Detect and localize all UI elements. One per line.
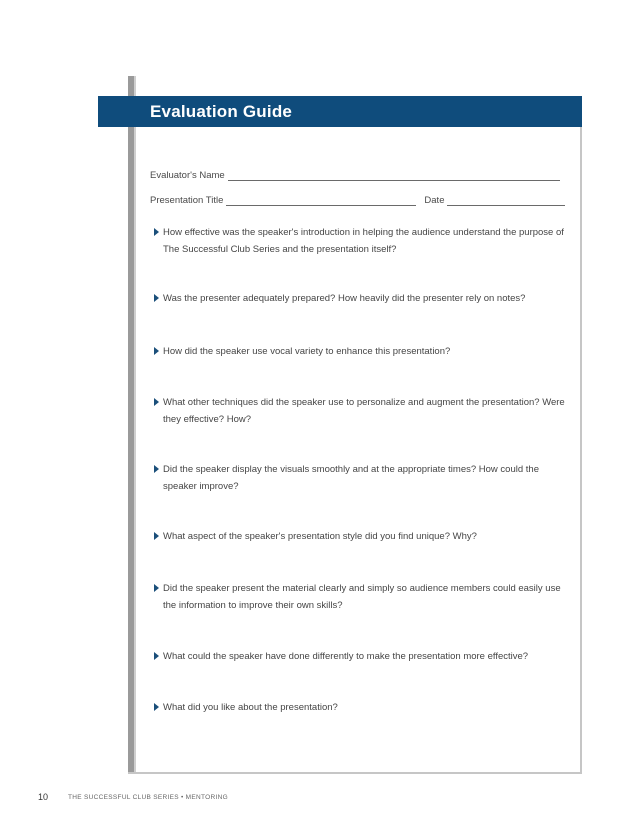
evaluator-name-field[interactable] <box>228 171 560 181</box>
title-banner <box>98 96 582 127</box>
triangle-bullet-icon <box>154 652 159 660</box>
question-text: How did the speaker use vocal variety to enhance this presentation? <box>163 346 451 357</box>
right-border-bar <box>580 124 582 774</box>
question-text: Did the speaker present the material clearly and simply so audience members could easily use the information to improve their own skills? <box>163 583 561 611</box>
presentation-title-field[interactable] <box>226 196 416 206</box>
presentation-title-label: Presentation Title <box>150 195 224 206</box>
question-text: What other techniques did the speaker use to personalize and augment the presentation? Were they effective? How? <box>163 397 565 425</box>
question-text: What did you like about the presentation? <box>163 702 338 713</box>
triangle-bullet-icon <box>154 347 159 355</box>
footer-text: THE SUCCESSFUL CLUB SERIES • MENTORING <box>68 793 228 801</box>
date-label: Date <box>424 195 445 206</box>
question-text: What aspect of the speaker's presentation style did you find unique? Why? <box>163 531 477 542</box>
page-footer <box>38 792 228 802</box>
evaluator-name-label: Evaluator's Name <box>150 170 225 181</box>
question-text: What could the speaker have done differently to make the presentation more effective? <box>163 651 529 662</box>
page-number: 10 <box>38 792 49 802</box>
triangle-bullet-icon <box>154 532 159 540</box>
question-text: Was the presenter adequately prepared? How heavily did the presenter rely on notes? <box>163 293 526 304</box>
bottom-border-bar <box>128 772 582 774</box>
triangle-bullet-icon <box>154 398 159 406</box>
evaluator-name-row <box>150 170 560 181</box>
presentation-title-row <box>150 195 565 206</box>
triangle-bullet-icon <box>154 294 159 302</box>
question-text: How effective was the speaker's introduction in helping the audience understand the purpose of The Successful Club Series and the presentation itself? <box>163 227 564 255</box>
left-border-bar-inner <box>134 76 136 774</box>
date-field[interactable] <box>447 196 565 206</box>
triangle-bullet-icon <box>154 584 159 592</box>
triangle-bullet-icon <box>154 228 159 236</box>
triangle-bullet-icon <box>154 703 159 711</box>
question-text: Did the speaker display the visuals smoothly and at the appropriate times? How could the speaker improve? <box>163 464 539 492</box>
triangle-bullet-icon <box>154 465 159 473</box>
page-title: Evaluation Guide <box>150 102 293 121</box>
